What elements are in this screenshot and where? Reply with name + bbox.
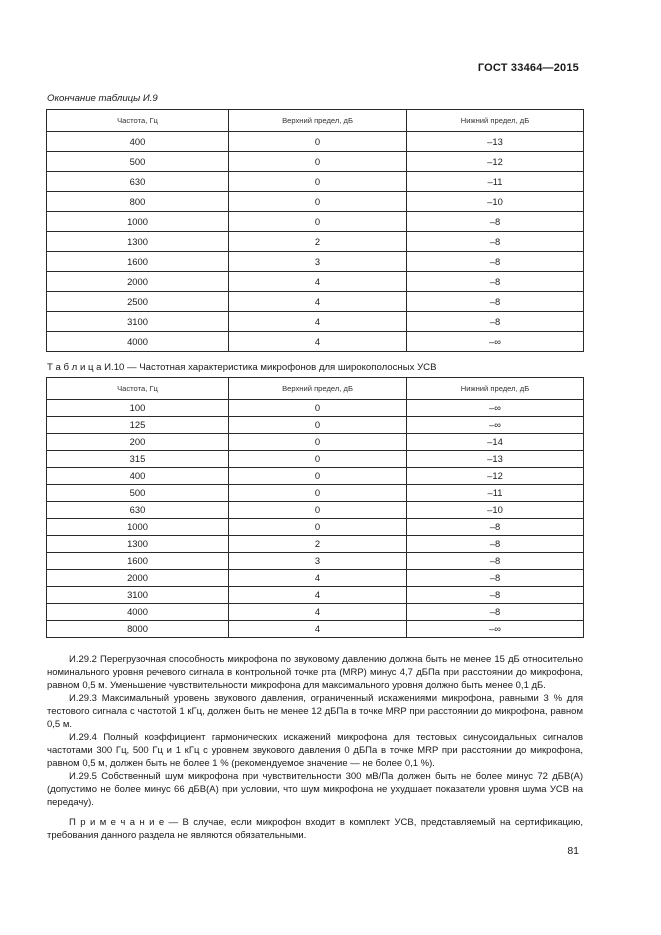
table-cell: 0 [229, 502, 407, 519]
column-header-lower-limit: Нижний предел, дБ [407, 378, 584, 400]
table-row [47, 502, 584, 519]
table-cell: –12 [407, 152, 584, 172]
table-row [47, 252, 584, 272]
table-row [47, 232, 584, 252]
table-cell: 200 [47, 434, 229, 451]
table-cell: 3 [229, 553, 407, 570]
table-row [47, 400, 584, 417]
table-row [47, 417, 584, 434]
table-row [47, 536, 584, 553]
table-cell: –8 [407, 570, 584, 587]
table-cell: 4000 [47, 332, 229, 352]
table-row [47, 587, 584, 604]
table-cell: 1600 [47, 252, 229, 272]
table-cell: 0 [229, 485, 407, 502]
table-cell: 4000 [47, 604, 229, 621]
table-cell: 125 [47, 417, 229, 434]
table-cell: –8 [407, 212, 584, 232]
table-cell: 4 [229, 332, 407, 352]
table-cell: 0 [229, 212, 407, 232]
table-cell: 500 [47, 152, 229, 172]
table-cell: 0 [229, 468, 407, 485]
table-cell: 3100 [47, 587, 229, 604]
table-cell: –8 [407, 536, 584, 553]
table-i9-caption: Окончание таблицы И.9 [47, 93, 158, 104]
table-cell: 4 [229, 312, 407, 332]
table-cell: –8 [407, 232, 584, 252]
table-cell: –8 [407, 272, 584, 292]
table-cell: 1600 [47, 553, 229, 570]
table-cell: 4 [229, 272, 407, 292]
column-header-upper-limit: Верхний предел, дБ [229, 110, 407, 132]
table-cell: –13 [407, 451, 584, 468]
table-i9 [46, 109, 584, 352]
table-cell: –∞ [407, 332, 584, 352]
table-row [47, 434, 584, 451]
table-cell: 3 [229, 252, 407, 272]
table-row [47, 172, 584, 192]
table-cell: 315 [47, 451, 229, 468]
table-cell: 2000 [47, 272, 229, 292]
table-row [47, 192, 584, 212]
table-row [47, 312, 584, 332]
table-cell: 2 [229, 232, 407, 252]
table-row [47, 132, 584, 152]
table-cell: –11 [407, 172, 584, 192]
table-cell: –13 [407, 132, 584, 152]
table-cell: –8 [407, 604, 584, 621]
table-row [47, 468, 584, 485]
table-cell: –8 [407, 252, 584, 272]
column-header-upper-limit: Верхний предел, дБ [229, 378, 407, 400]
table-row [47, 519, 584, 536]
table-i10-caption: Т а б л и ц а И.10 — Частотная характеристика микрофонов для широкополосных УСВ [47, 362, 437, 373]
table-cell: 4 [229, 604, 407, 621]
paragraph-i29-3: И.29.3 Максимальный уровень звукового давления, ограниченный искажениями микрофона, равными 3 % для тестового сигнала с частотой 1 кГц, должен быть не менее 12 дБПа в точке MRP при расстоянии до микрофона, равном 0,5 м. [47, 693, 583, 730]
table-cell: –∞ [407, 417, 584, 434]
document-header: ГОСТ 33464—2015 [477, 62, 579, 74]
table-cell: 1000 [47, 519, 229, 536]
table-cell: 0 [229, 192, 407, 212]
table-cell: 100 [47, 400, 229, 417]
table-row [47, 451, 584, 468]
table-header-row [47, 110, 584, 132]
table-cell: 0 [229, 434, 407, 451]
table-cell: 4 [229, 587, 407, 604]
table-row [47, 485, 584, 502]
table-cell: –14 [407, 434, 584, 451]
table-cell: 1000 [47, 212, 229, 232]
table-row [47, 553, 584, 570]
table-cell: –8 [407, 312, 584, 332]
table-cell: 0 [229, 132, 407, 152]
table-cell: –8 [407, 519, 584, 536]
table-row [47, 212, 584, 232]
column-header-frequency: Частота, Гц [47, 378, 229, 400]
table-cell: –∞ [407, 400, 584, 417]
table-cell: 0 [229, 172, 407, 192]
table-cell: 2000 [47, 570, 229, 587]
table-cell: 0 [229, 417, 407, 434]
table-cell: 4 [229, 292, 407, 312]
note [47, 816, 583, 842]
table-cell: 0 [229, 400, 407, 417]
table-cell: –8 [407, 292, 584, 312]
table-row [47, 272, 584, 292]
table-cell: –11 [407, 485, 584, 502]
table-row [47, 152, 584, 172]
table-row [47, 604, 584, 621]
table-cell: –∞ [407, 621, 584, 638]
table-cell: 0 [229, 519, 407, 536]
page-number: 81 [567, 845, 579, 857]
table-row [47, 621, 584, 638]
table-cell: 630 [47, 172, 229, 192]
table-cell: 2500 [47, 292, 229, 312]
table-cell: 4 [229, 570, 407, 587]
table-cell: 3100 [47, 312, 229, 332]
table-i10 [46, 377, 584, 638]
table-row [47, 292, 584, 312]
table-cell: –12 [407, 468, 584, 485]
table-cell: 400 [47, 468, 229, 485]
table-cell: 1300 [47, 232, 229, 252]
paragraph-i29-4: И.29.4 Полный коэффициент гармонических искажений микрофона для тестовых синусоидальных сигналов частотами 300 Гц, 500 Гц и 1 кГц с уровнем звукового давления 0 дБПа в точке MRP при расстоянии до микрофона, равном 0,5 м, должен быть не более 1 % (рекомендуемое значение — не более 0,1 %). [47, 732, 583, 769]
table-cell: 630 [47, 502, 229, 519]
table-cell: 1300 [47, 536, 229, 553]
table-cell: –10 [407, 502, 584, 519]
table-cell: 0 [229, 152, 407, 172]
table-cell: 8000 [47, 621, 229, 638]
paragraph-i29-5: И.29.5 Собственный шум микрофона при чувствительности 300 мВ/Па должен быть не более минус 72 дБВ(A) (допустимо не более минус 66 дБВ(A) при условии, что шум микрофона не ухудшает показатели уровня шума УСВ на передачу). [47, 771, 583, 808]
note-text: П р и м е ч а н и е — В случае, если микрофон входит в комплект УСВ, представляемый на сертификацию, требования данного раздела не являются обязательными. [47, 817, 583, 841]
body-text [47, 653, 583, 809]
table-cell: 0 [229, 451, 407, 468]
table-cell: 2 [229, 536, 407, 553]
table-cell: 400 [47, 132, 229, 152]
paragraph-i29-2: И.29.2 Перегрузочная способность микрофона по звуковому давлению должна быть не менее 15 дБ относительно номинального уровня речевого сигнала в контрольной точке рта (MRP) минус 4,7 дБПа при расстоянии до микрофона, равном 0,5 м. Уменьшение чувствительности микрофона для максимального уровня должно быть менее 0,1 дБ. [47, 654, 583, 691]
table-cell: 500 [47, 485, 229, 502]
table-cell: 4 [229, 621, 407, 638]
table-cell: –8 [407, 553, 584, 570]
column-header-lower-limit: Нижний предел, дБ [407, 110, 584, 132]
table-row [47, 332, 584, 352]
column-header-frequency: Частота, Гц [47, 110, 229, 132]
table-header-row [47, 378, 584, 400]
table-cell: –10 [407, 192, 584, 212]
table-cell: –8 [407, 587, 584, 604]
table-cell: 800 [47, 192, 229, 212]
table-row [47, 570, 584, 587]
